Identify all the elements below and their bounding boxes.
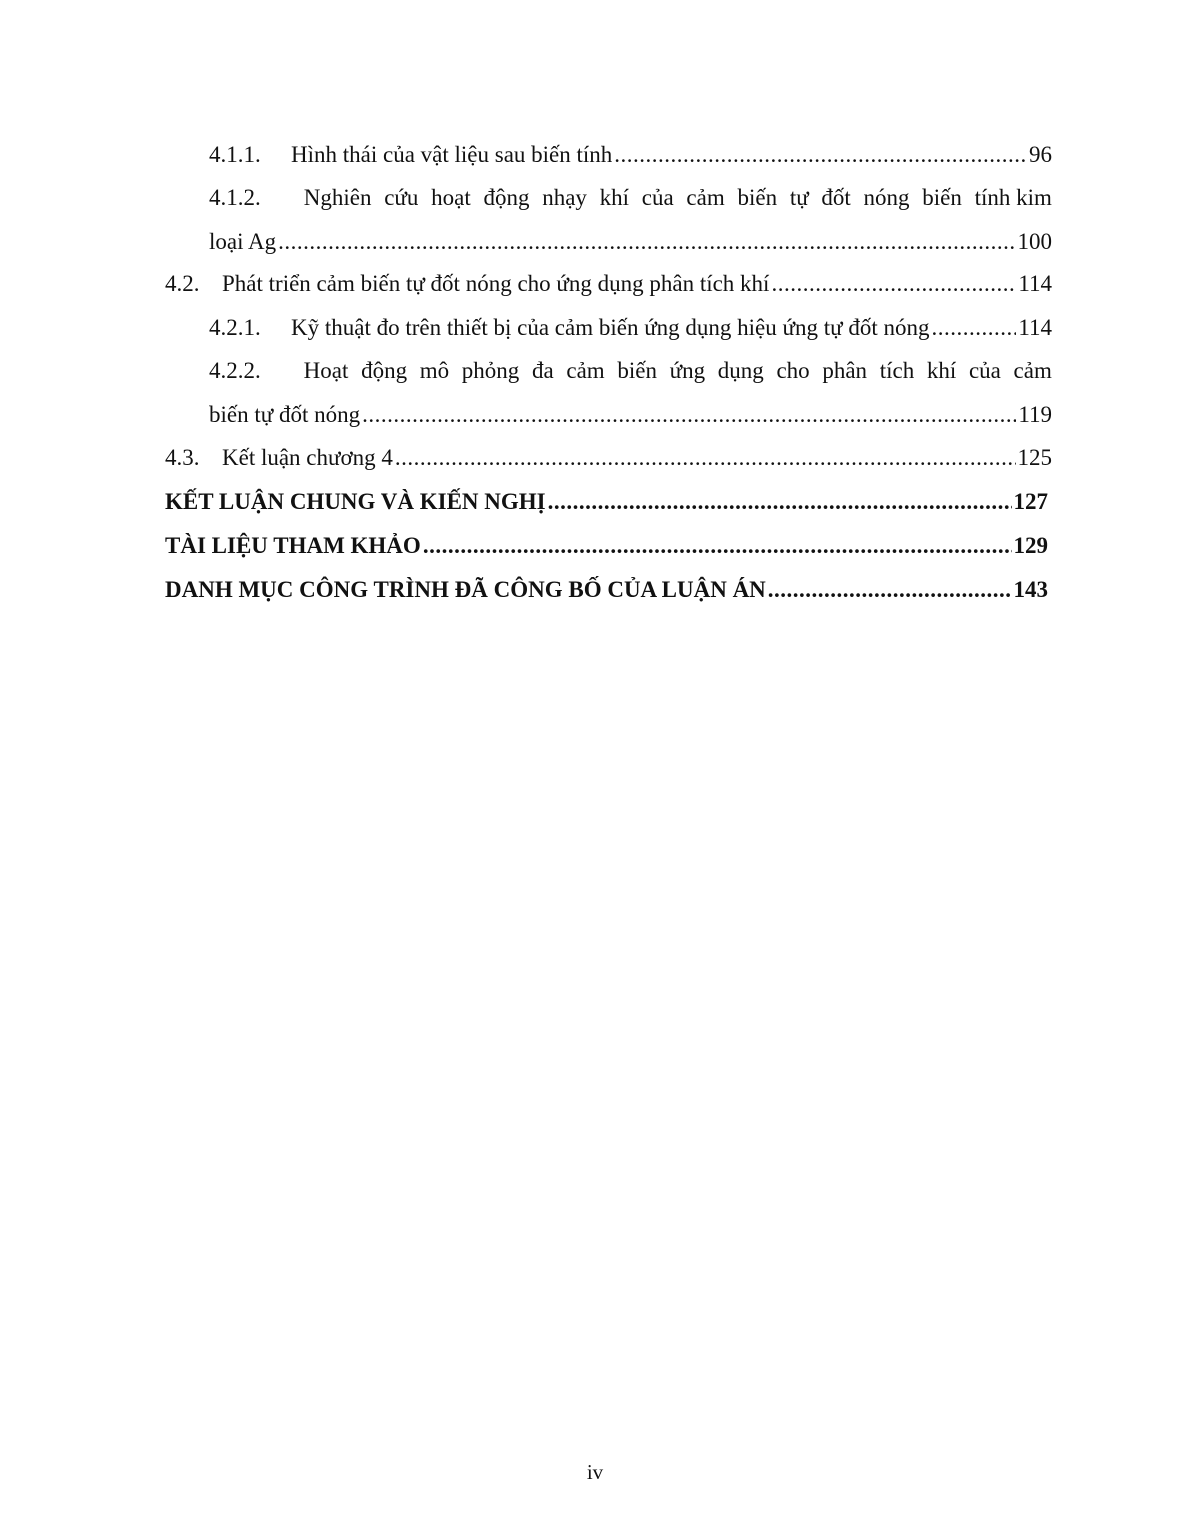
toc-entry-4-1-1[interactable] (209, 141, 1052, 169)
toc-entry-4-3[interactable] (165, 444, 1052, 472)
toc-leader-dots (362, 401, 1016, 429)
toc-entry-4-2[interactable] (165, 270, 1052, 298)
toc-page-number: 114 (1018, 315, 1052, 340)
toc-title: Kết luận chương 4 (222, 445, 393, 470)
toc-leader-dots (768, 576, 1012, 604)
toc-leader-dots (423, 532, 1012, 560)
toc-title-continued: biến tự đốt nóng (209, 402, 361, 427)
toc-page-number: 119 (1018, 402, 1052, 427)
toc-entry-references[interactable] (165, 532, 1048, 560)
toc-number: 4.1.2. (209, 185, 261, 210)
toc-entry-publications[interactable] (165, 576, 1048, 604)
toc-title: Phát triển cảm biến tự đốt nóng cho ứng dụng phân tích khí (222, 271, 770, 296)
page-footer-number: iv (586, 1460, 604, 1484)
toc-entry-conclusion[interactable] (165, 488, 1048, 516)
toc-title-line-2 (209, 401, 1052, 429)
toc-number: 4.2.1. (209, 315, 261, 340)
toc-entry-4-2-1[interactable] (209, 314, 1052, 342)
toc-leader-dots (931, 314, 1016, 342)
toc-title: Kỹ thuật đo trên thiết bị của cảm biến ứng dụng hiệu ứng tự đốt nóng (291, 315, 930, 340)
toc-title: Hình thái của vật liệu sau biến tính (291, 142, 613, 167)
toc-title-continued: loại Ag (209, 229, 277, 254)
toc-title: KẾT LUẬN CHUNG VÀ KIẾN NGHỊ (165, 489, 546, 514)
toc-leader-dots (395, 444, 1016, 472)
toc-number: 4.3. (165, 445, 200, 470)
toc-entry-4-2-2[interactable] (209, 357, 1052, 429)
toc-number: 4.2.2. (209, 358, 261, 383)
toc-title: DANH MỤC CÔNG TRÌNH ĐÃ CÔNG BỐ CỦA LUẬN ÁN (165, 577, 766, 602)
toc-title-line-1: 4.1.2. Nghiên cứu hoạt động nhạy khí của cảm biến tự đốt nóng biến tính kim (209, 185, 1052, 210)
toc-page-number: 114 (1018, 271, 1052, 296)
toc-leader-dots (771, 270, 1016, 298)
toc-page-number: 129 (1013, 533, 1048, 558)
toc-leader-dots (548, 488, 1012, 516)
toc-page-number: 125 (1017, 445, 1052, 470)
toc-leader-dots (278, 228, 1015, 256)
toc-leader-dots (614, 141, 1027, 169)
toc-page-number: 100 (1017, 229, 1052, 254)
toc-page-number: 143 (1013, 577, 1048, 602)
toc-number: 4.1.1. (209, 142, 261, 167)
toc-page-number: 96 (1029, 142, 1052, 167)
toc-number: 4.2. (165, 271, 200, 296)
toc-entry-4-1-2[interactable] (209, 184, 1052, 256)
toc-title-line-2 (209, 228, 1052, 256)
toc-title: TÀI LIỆU THAM KHẢO (165, 533, 421, 558)
toc-page-number: 127 (1013, 489, 1048, 514)
toc-title-line-1: 4.2.2. Hoạt động mô phỏng đa cảm biến ứng dụng cho phân tích khí của cảm (209, 358, 1052, 383)
